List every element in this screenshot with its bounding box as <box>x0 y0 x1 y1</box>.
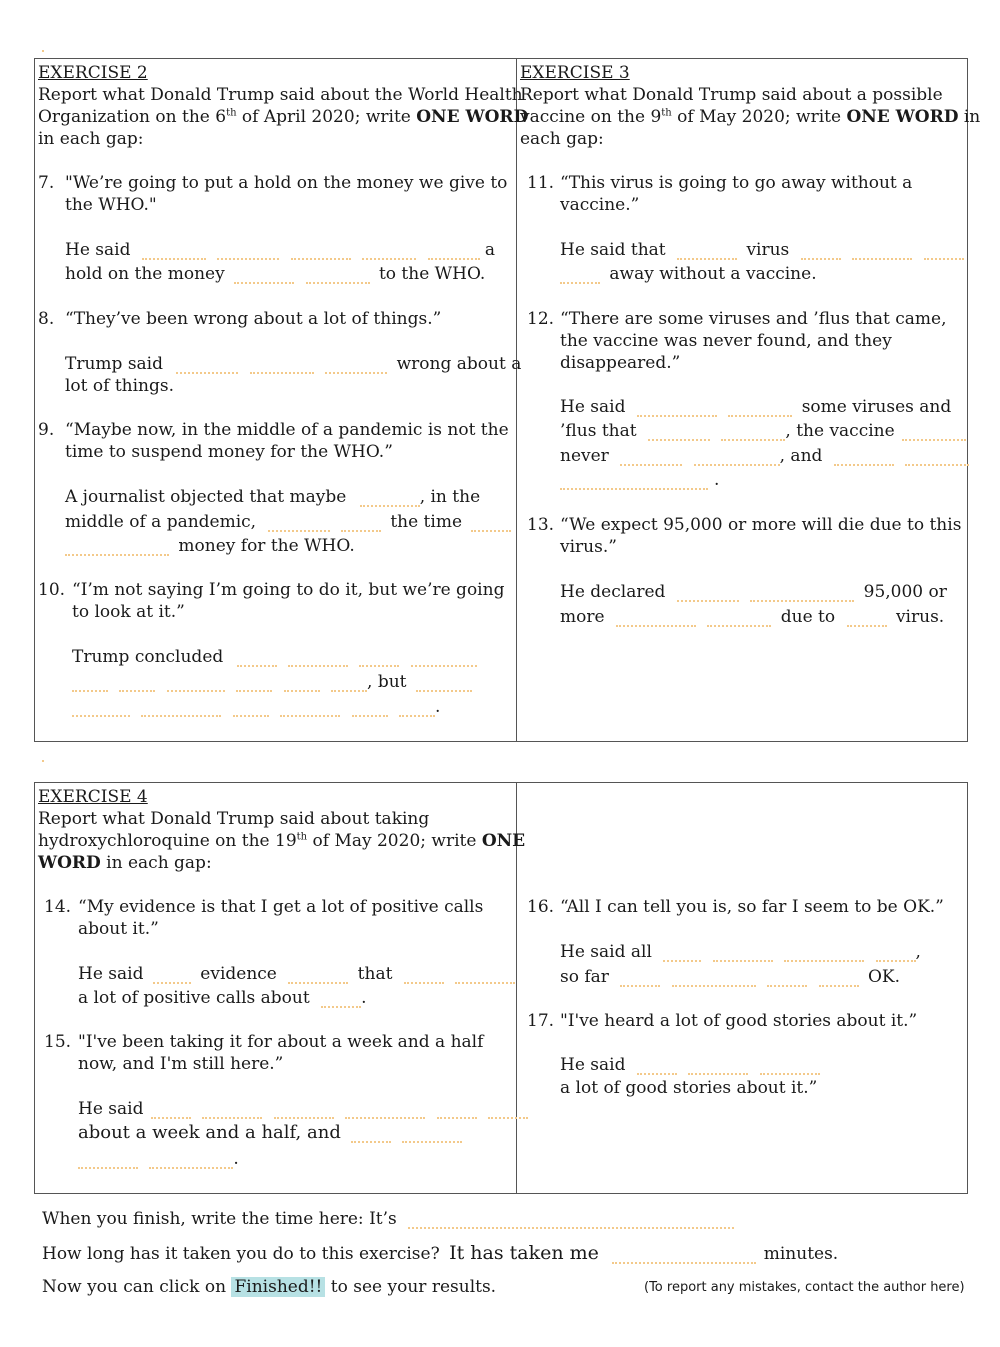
gap-input[interactable] <box>637 1059 677 1075</box>
gap-input[interactable] <box>151 1103 191 1119</box>
question-17-quote: "I've heard a lot of good stories about it.” <box>560 1011 918 1031</box>
gap-input[interactable] <box>876 946 916 962</box>
gap-input[interactable] <box>202 1103 262 1119</box>
question-16-number: 16. <box>527 897 555 917</box>
exercise-3-instructions-line2: vaccine on the 9th of May 2020; write ONE WORD in <box>520 107 981 127</box>
gap-input[interactable] <box>72 701 130 717</box>
gap-input[interactable] <box>801 244 841 260</box>
question-13-answer-line2: more due to virus. <box>560 607 945 627</box>
question-11-quote-line1: “This virus is going to go away without a <box>560 173 913 193</box>
exercise-4-instructions-line1: Report what Donald Trump said about taking <box>38 809 430 829</box>
gap-input[interactable] <box>233 701 269 717</box>
exercise-4-instructions-line3: WORD in each gap: <box>38 853 212 873</box>
gap-input[interactable] <box>728 401 792 417</box>
question-11-quote-line2: vaccine.” <box>560 195 640 215</box>
question-10-answer-line2: , but <box>72 672 472 692</box>
question-14-answer-line1: He said evidence that <box>78 964 515 984</box>
gap-input[interactable] <box>767 971 807 987</box>
exercise-4-instructions-line2: hydroxychloroquine on the 19th of May 2020; write ONE <box>38 831 526 851</box>
question-10-answer-line1: Trump concluded <box>72 647 477 667</box>
duration-line: How long has it taken you do to this exercise? It has taken me minutes. <box>42 1242 839 1264</box>
gap-input[interactable] <box>852 244 912 260</box>
gap-input[interactable] <box>250 358 314 374</box>
question-10-quote-line1: “I’m not saying I’m going to do it, but we’re going <box>72 580 505 600</box>
gap-input[interactable] <box>637 401 717 417</box>
question-12-answer-line2: ’flus that , the vaccine <box>560 421 966 441</box>
question-15-quote-line2: now, and I'm still here.” <box>78 1054 284 1074</box>
gap-input[interactable] <box>488 1103 528 1119</box>
gap-input[interactable] <box>288 651 348 667</box>
question-12-quote-line2: the vaccine was never found, and they <box>560 331 892 351</box>
question-12-answer-line4: . <box>560 470 719 490</box>
gap-input[interactable] <box>620 450 682 466</box>
gap-input[interactable] <box>677 244 737 260</box>
gap-input[interactable] <box>291 244 351 260</box>
question-13-number: 13. <box>527 515 555 535</box>
question-12-quote-line3: disappeared.” <box>560 353 681 373</box>
exercise-3-instructions-line3: each gap: <box>520 129 604 149</box>
question-10-number: 10. <box>38 580 66 600</box>
gap-input[interactable] <box>268 516 330 532</box>
gap-input[interactable] <box>905 450 969 466</box>
gap-input[interactable] <box>437 1103 477 1119</box>
gap-input[interactable] <box>176 358 238 374</box>
report-mistakes-link[interactable]: (To report any mistakes, contact the author here) <box>644 1280 965 1295</box>
question-9-quote-line2: time to suspend money for the WHO.” <box>65 442 393 462</box>
gap-input[interactable] <box>78 1153 138 1169</box>
gap-input[interactable] <box>688 1059 748 1075</box>
finish-time-input[interactable] <box>408 1213 734 1229</box>
question-13-answer-line1: He declared 95,000 or <box>560 582 947 602</box>
gap-input[interactable] <box>331 676 367 692</box>
question-9-answer-line1: A journalist objected that maybe , in the <box>65 487 481 507</box>
gap-input[interactable] <box>455 968 515 984</box>
question-17-number: 17. <box>527 1011 555 1031</box>
exercise-2-title: EXERCISE 2 <box>38 63 148 83</box>
gap-input[interactable] <box>65 540 169 556</box>
question-15-number: 15. <box>44 1032 72 1052</box>
question-15-quote-line1: "I've been taking it for about a week and a half <box>78 1032 484 1052</box>
question-16-answer-line1: He said all , <box>560 942 921 962</box>
decorative-dot <box>42 760 44 762</box>
gap-input[interactable] <box>471 516 511 532</box>
gap-input[interactable] <box>351 1127 391 1143</box>
question-14-answer-line2: a lot of positive calls about . <box>78 988 367 1008</box>
question-7-answer-line1: He said a <box>65 240 496 260</box>
exercise-3-title: EXERCISE 3 <box>520 63 630 83</box>
question-7-quote-line2: the WHO." <box>65 195 157 215</box>
question-12-answer-line1: He said some viruses and <box>560 397 952 417</box>
gap-input[interactable] <box>677 586 739 602</box>
decorative-dot <box>42 50 44 52</box>
gap-input[interactable] <box>428 244 480 260</box>
gap-input[interactable] <box>234 268 294 284</box>
gap-input[interactable] <box>560 268 600 284</box>
gap-input[interactable] <box>149 1153 233 1169</box>
gap-input[interactable] <box>345 1103 425 1119</box>
duration-input[interactable] <box>612 1248 756 1264</box>
question-14-quote-line2: about it.” <box>78 919 159 939</box>
gap-input[interactable] <box>153 968 191 984</box>
gap-input[interactable] <box>416 676 472 692</box>
gap-input[interactable] <box>341 516 381 532</box>
question-8-answer-line2: lot of things. <box>65 376 175 396</box>
question-11-number: 11. <box>527 173 555 193</box>
gap-input[interactable] <box>72 676 108 692</box>
gap-input[interactable] <box>760 1059 820 1075</box>
gap-input[interactable] <box>274 1103 334 1119</box>
gap-input[interactable] <box>713 946 773 962</box>
gap-input[interactable] <box>402 1127 462 1143</box>
gap-input[interactable] <box>280 701 340 717</box>
gap-input[interactable] <box>411 651 477 667</box>
question-9-answer-line2: middle of a pandemic, the time <box>65 512 511 532</box>
gap-input[interactable] <box>616 611 696 627</box>
question-16-answer-line2: so far OK. <box>560 967 900 987</box>
question-10-answer-line3: . <box>72 697 440 717</box>
gap-input[interactable] <box>847 611 887 627</box>
gap-input[interactable] <box>620 971 660 987</box>
question-11-answer-line2: away without a vaccine. <box>560 264 817 284</box>
gap-input[interactable] <box>325 358 387 374</box>
gap-input[interactable] <box>362 244 416 260</box>
gap-input[interactable] <box>834 450 894 466</box>
gap-input[interactable] <box>721 425 785 441</box>
gap-input[interactable] <box>321 992 361 1008</box>
question-13-quote-line1: “We expect 95,000 or more will die due to this <box>560 515 962 535</box>
gap-input[interactable] <box>284 676 320 692</box>
finished-button[interactable]: Finished!! <box>231 1277 325 1297</box>
gap-input[interactable] <box>359 651 399 667</box>
gap-input[interactable] <box>663 946 701 962</box>
question-12-number: 12. <box>527 309 555 329</box>
gap-input[interactable] <box>924 244 964 260</box>
question-8-answer-line1: Trump said wrong about a <box>65 354 522 374</box>
gap-input[interactable] <box>306 268 370 284</box>
gap-input[interactable] <box>707 611 771 627</box>
question-7-quote-line1: "We’re going to put a hold on the money we give to <box>65 173 508 193</box>
gap-input[interactable] <box>167 676 225 692</box>
exercise-2-instructions-line3: in each gap: <box>38 129 144 149</box>
table-divider <box>516 58 517 742</box>
question-9-answer-line3: money for the WHO. <box>65 536 355 556</box>
gap-input[interactable] <box>672 971 756 987</box>
gap-input[interactable] <box>648 425 710 441</box>
question-15-answer-line1: He said <box>78 1099 528 1119</box>
question-8-number: 8. <box>38 309 55 329</box>
gap-input[interactable] <box>119 676 155 692</box>
gap-input[interactable] <box>560 474 708 490</box>
question-14-quote-line1: “My evidence is that I get a lot of positive calls <box>78 897 484 917</box>
gap-input[interactable] <box>784 946 864 962</box>
gap-input[interactable] <box>237 651 277 667</box>
question-9-number: 9. <box>38 420 55 440</box>
gap-input[interactable] <box>902 425 966 441</box>
gap-input[interactable] <box>236 676 272 692</box>
gap-input[interactable] <box>141 701 221 717</box>
question-7-answer-line2: hold on the money to the WHO. <box>65 264 486 284</box>
gap-input[interactable] <box>288 968 348 984</box>
gap-input[interactable] <box>142 244 206 260</box>
question-17-answer-line1: He said <box>560 1055 820 1075</box>
exercise-3-instructions-line1: Report what Donald Trump said about a possible <box>520 85 943 105</box>
question-12-quote-line1: “There are some viruses and ’flus that came, <box>560 309 947 329</box>
gap-input[interactable] <box>399 701 435 717</box>
exercise-2-instructions-line2: Organization on the 6th of April 2020; write ONE WORD <box>38 107 529 127</box>
question-11-answer-line1: He said that virus <box>560 240 964 260</box>
gap-input[interactable] <box>694 450 780 466</box>
question-14-number: 14. <box>44 897 72 917</box>
gap-input[interactable] <box>819 971 859 987</box>
question-9-quote-line1: “Maybe now, in the middle of a pandemic is not the <box>65 420 509 440</box>
gap-input[interactable] <box>750 586 854 602</box>
question-10-quote-line2: to look at it.” <box>72 602 185 622</box>
question-7-number: 7. <box>38 173 55 193</box>
question-15-answer-line2: about a week and a half, and <box>78 1122 462 1143</box>
question-13-quote-line2: virus.” <box>560 537 617 557</box>
gap-input[interactable] <box>404 968 444 984</box>
exercise-4-title: EXERCISE 4 <box>38 787 148 807</box>
question-15-answer-line3: . <box>78 1149 239 1169</box>
question-8-quote: “They’ve been wrong about a lot of things.” <box>65 309 442 329</box>
finish-line: Now you can click on Finished!! to see your results. <box>42 1277 497 1297</box>
exercise-2-instructions-line1: Report what Donald Trump said about the World Health <box>38 85 523 105</box>
gap-input[interactable] <box>360 491 420 507</box>
finish-time-line: When you finish, write the time here: It’s <box>42 1209 734 1229</box>
gap-input[interactable] <box>352 701 388 717</box>
gap-input[interactable] <box>217 244 279 260</box>
question-12-answer-line3: never , and <box>560 446 969 466</box>
question-16-quote: “All I can tell you is, so far I seem to be OK.” <box>560 897 944 917</box>
question-17-answer-line2: a lot of good stories about it.” <box>560 1078 818 1098</box>
